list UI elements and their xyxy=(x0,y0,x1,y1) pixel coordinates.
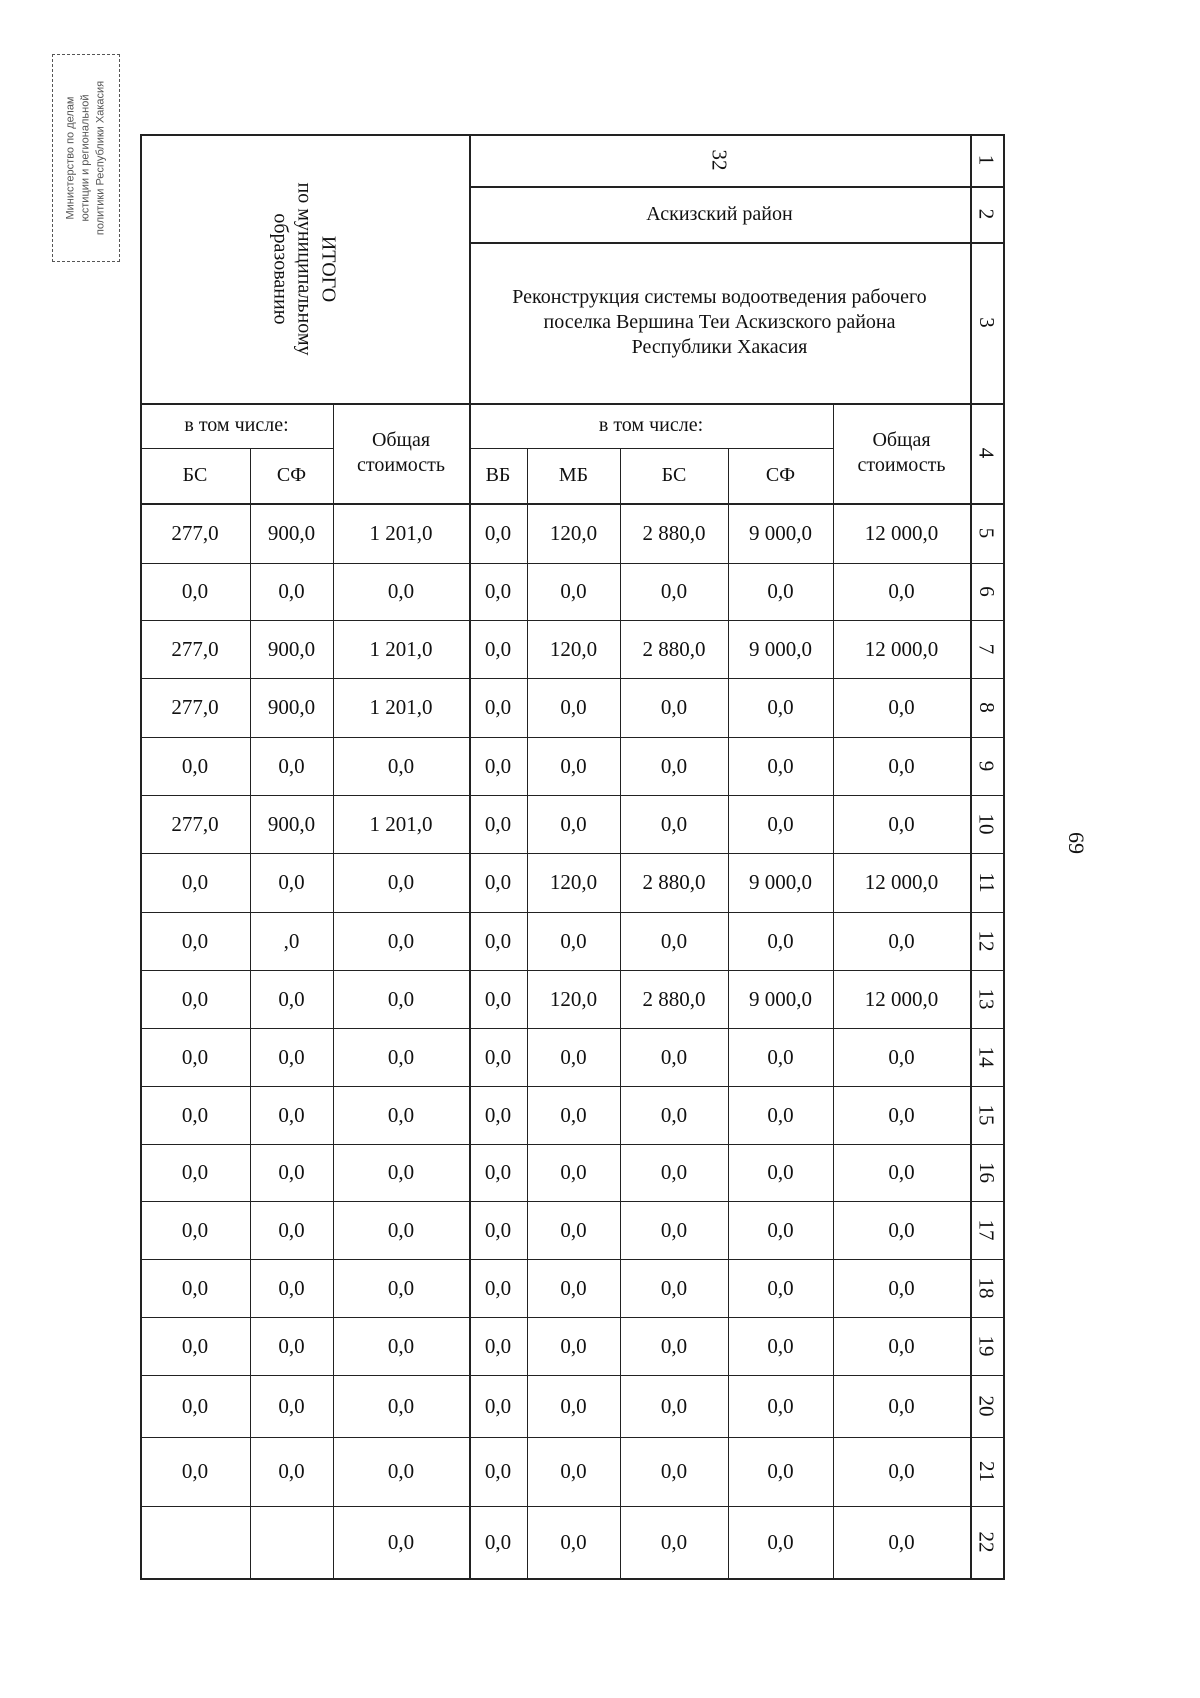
table-cell: 0,0 xyxy=(660,1393,688,1418)
table-cell: 0,0 xyxy=(660,1529,688,1554)
archive-stamp xyxy=(52,54,120,262)
obshaya-line: стоимость xyxy=(857,454,946,476)
table-cell: 0,0 xyxy=(888,1044,915,1069)
table-cell: 0,0 xyxy=(181,1044,209,1069)
col-header-sf: СФ xyxy=(276,464,307,486)
itogo-line: по муниципальному xyxy=(293,181,316,356)
table-cell: 0,0 xyxy=(278,1044,305,1069)
table-cell: 0,0 xyxy=(484,928,512,953)
table-cell: 1 201,0 xyxy=(369,695,433,720)
table-cell: 0,0 xyxy=(484,870,512,895)
column-number: 21 xyxy=(974,1461,999,1482)
table-cell: 0,0 xyxy=(660,1217,688,1242)
table-cell: 0,0 xyxy=(181,1275,209,1300)
table-cell: 0,0 xyxy=(888,579,915,604)
column-number: 17 xyxy=(974,1219,999,1241)
project-title: Реконструкция системы водоотведения рабочего поселка Вершина Теи Аскизского района Республики Хакасия xyxy=(512,286,927,358)
table-cell: 0,0 xyxy=(278,753,305,778)
table-cell: 12 000,0 xyxy=(864,636,939,661)
col-header-total-left xyxy=(333,403,469,503)
table-cell: 0,0 xyxy=(387,870,415,895)
table-cell: 0,0 xyxy=(181,753,209,778)
table-cell: 900,0 xyxy=(267,636,316,661)
table-cell: 0,0 xyxy=(660,1160,688,1185)
table-cell: 9 000,0 xyxy=(749,870,812,895)
table-cell xyxy=(250,1506,333,1578)
table-cell: 0,0 xyxy=(560,1459,587,1484)
page-number: 69 xyxy=(1064,832,1089,854)
table-cell: 0,0 xyxy=(560,1044,587,1069)
table-cell: 0,0 xyxy=(767,1529,794,1554)
table-cell: 12 000,0 xyxy=(864,520,939,545)
column-number: 5 xyxy=(974,527,999,539)
table-cell: 0,0 xyxy=(484,1529,512,1554)
table-cell: 0,0 xyxy=(484,986,512,1011)
table-cell: 9 000,0 xyxy=(749,986,812,1011)
table-cell: 0,0 xyxy=(278,986,305,1011)
table-cell: 0,0 xyxy=(387,928,415,953)
table-cell: 9 000,0 xyxy=(749,520,812,545)
table-cell: 0,0 xyxy=(560,753,587,778)
table-cell: 0,0 xyxy=(660,753,688,778)
table-cell: 0,0 xyxy=(484,753,512,778)
col-header-mb: МБ xyxy=(558,464,589,486)
table-cell: 0,0 xyxy=(888,1529,915,1554)
obshaya-line: стоимость xyxy=(357,454,445,476)
table-cell: 0,0 xyxy=(888,928,915,953)
table-border-bottom xyxy=(140,1578,1003,1580)
table-cell: 0,0 xyxy=(767,1102,794,1127)
table-cell: 0,0 xyxy=(660,1275,688,1300)
table-cell: 0,0 xyxy=(181,1459,209,1484)
table-cell: 900,0 xyxy=(267,520,316,545)
table-cell: 12 000,0 xyxy=(864,986,939,1011)
table-cell: 0,0 xyxy=(484,1102,512,1127)
table-cell: 0,0 xyxy=(767,1160,794,1185)
table-cell: 277,0 xyxy=(171,636,219,661)
table-cell xyxy=(140,1506,250,1578)
table-cell: 0,0 xyxy=(484,1217,512,1242)
table-cell: 900,0 xyxy=(267,811,316,836)
table-cell: 0,0 xyxy=(767,579,794,604)
table-cell: 0,0 xyxy=(278,1275,305,1300)
column-number: 13 xyxy=(974,988,999,1010)
table-cell: 0,0 xyxy=(484,579,512,604)
col-header-sf: СФ xyxy=(765,464,796,486)
table-cell: 0,0 xyxy=(767,1275,794,1300)
table-cell: 0,0 xyxy=(888,1102,915,1127)
table-cell: 1 201,0 xyxy=(369,636,433,661)
table-cell: 0,0 xyxy=(560,1333,587,1358)
table-cell: 0,0 xyxy=(660,695,688,720)
v-tom-chisle-right: в том числе: xyxy=(598,414,704,436)
obshaya-line: Общая xyxy=(872,429,931,451)
table-cell: 0,0 xyxy=(888,1393,915,1418)
table-cell: 0,0 xyxy=(484,811,512,836)
column-number: 22 xyxy=(974,1531,999,1553)
table-cell: 277,0 xyxy=(171,811,219,836)
table-cell: 0,0 xyxy=(660,811,688,836)
column-number: 4 xyxy=(974,447,999,459)
table-cell: 0,0 xyxy=(660,1333,688,1358)
table-cell: 0,0 xyxy=(181,870,209,895)
district-name: Аскизский район xyxy=(646,202,793,225)
table-cell: 277,0 xyxy=(171,520,219,545)
column-number: 1 xyxy=(974,154,999,166)
table-cell: 0,0 xyxy=(278,1459,305,1484)
table-cell: 900,0 xyxy=(267,695,316,720)
table-cell: 0,0 xyxy=(888,811,915,836)
table-cell: 0,0 xyxy=(181,579,209,604)
table-cell: 0,0 xyxy=(560,1102,587,1127)
column-number: 12 xyxy=(974,930,999,952)
col-header-bs: БС xyxy=(182,464,208,486)
table-cell: 0,0 xyxy=(484,1333,512,1358)
table-cell: 0,0 xyxy=(387,986,415,1011)
column-number: 3 xyxy=(974,317,999,328)
table-cell: 0,0 xyxy=(484,1275,512,1300)
itogo-text xyxy=(268,182,340,355)
table-cell: 0,0 xyxy=(560,1217,587,1242)
table-cell: 0,0 xyxy=(767,695,794,720)
table-cell: 1 201,0 xyxy=(369,520,433,545)
table-cell: 0,0 xyxy=(387,1333,415,1358)
table-cell: 0,0 xyxy=(767,1393,794,1418)
table-cell: 0,0 xyxy=(387,1160,415,1185)
column-number: 20 xyxy=(974,1395,999,1417)
table-cell: 0,0 xyxy=(767,753,794,778)
table-cell: 120,0 xyxy=(549,870,598,895)
table-cell: 0,0 xyxy=(484,1044,512,1069)
table-border-right xyxy=(1003,134,1005,1580)
table-cell: 0,0 xyxy=(484,695,512,720)
table-cell: 2 880,0 xyxy=(642,870,706,895)
itogo-line: образованию xyxy=(269,212,292,325)
table-cell: 0,0 xyxy=(387,1275,415,1300)
table-cell: 0,0 xyxy=(767,811,794,836)
header-line xyxy=(970,242,1003,244)
column-number: 18 xyxy=(974,1277,999,1299)
table-cell: 0,0 xyxy=(278,1102,305,1127)
table-cell: 0,0 xyxy=(560,811,587,836)
table-cell: 12 000,0 xyxy=(864,870,939,895)
col-header-bs: БС xyxy=(661,464,687,486)
table-cell: 0,0 xyxy=(181,1102,209,1127)
table-cell: 2 880,0 xyxy=(642,520,706,545)
table-cell: 0,0 xyxy=(888,1160,915,1185)
column-number: 7 xyxy=(974,643,999,655)
table-cell: 0,0 xyxy=(560,695,587,720)
table-cell: 0,0 xyxy=(888,695,915,720)
table-cell: 120,0 xyxy=(549,986,598,1011)
table-cell: 0,0 xyxy=(484,1459,512,1484)
column-number: 8 xyxy=(974,702,999,713)
object-number: 32 xyxy=(707,149,732,171)
table-cell: 0,0 xyxy=(278,1160,305,1185)
table-cell: 0,0 xyxy=(181,928,209,953)
table-cell: 0,0 xyxy=(181,1217,209,1242)
header-line xyxy=(970,186,1003,188)
table-cell: 0,0 xyxy=(767,1333,794,1358)
table-cell: 2 880,0 xyxy=(642,636,706,661)
table-cell: 0,0 xyxy=(560,928,587,953)
table-cell: 0,0 xyxy=(660,1459,688,1484)
table-cell: 120,0 xyxy=(549,636,598,661)
itogo-block xyxy=(140,134,469,403)
column-number: 15 xyxy=(974,1104,999,1126)
table-cell: 0,0 xyxy=(278,870,305,895)
column-number: 16 xyxy=(974,1162,999,1183)
table-cell: 0,0 xyxy=(560,1393,587,1418)
table-cell: 0,0 xyxy=(767,1217,794,1242)
col-header-vb: ВБ xyxy=(485,464,511,486)
table-cell: 0,0 xyxy=(660,579,688,604)
table-cell: 0,0 xyxy=(278,1217,305,1242)
column-number: 11 xyxy=(974,872,999,893)
table-cell: 0,0 xyxy=(181,986,209,1011)
table-cell: 0,0 xyxy=(278,1393,305,1418)
table-cell: 0,0 xyxy=(484,1160,512,1185)
table-cell: 0,0 xyxy=(387,1044,415,1069)
table-cell: 0,0 xyxy=(560,1275,587,1300)
column-number: 9 xyxy=(974,760,999,772)
itogo-line: ИТОГО xyxy=(317,235,340,302)
table-cell: ,0 xyxy=(283,928,300,953)
column-number: 14 xyxy=(974,1046,999,1068)
table-cell: 0,0 xyxy=(560,579,587,604)
column-number: 6 xyxy=(974,586,999,597)
table-cell: 0,0 xyxy=(660,928,688,953)
table-cell: 0,0 xyxy=(484,520,512,545)
table-cell: 0,0 xyxy=(387,1459,415,1484)
table-cell: 0,0 xyxy=(181,1160,209,1185)
table-cell: 0,0 xyxy=(560,1529,587,1554)
table-cell: 0,0 xyxy=(387,1102,415,1127)
table-cell: 0,0 xyxy=(484,1393,512,1418)
table-cell: 0,0 xyxy=(888,1217,915,1242)
table-cell: 0,0 xyxy=(888,1275,915,1300)
table-cell: 0,0 xyxy=(484,636,512,661)
table-cell: 0,0 xyxy=(387,1393,415,1418)
table-cell: 0,0 xyxy=(767,1459,794,1484)
v-tom-chisle-left: в том числе: xyxy=(184,414,289,436)
table-cell: 0,0 xyxy=(278,579,305,604)
table-cell: 2 880,0 xyxy=(642,986,706,1011)
column-number: 10 xyxy=(974,813,999,835)
table-cell: 0,0 xyxy=(888,753,915,778)
table-cell: 120,0 xyxy=(549,520,598,545)
column-number: 19 xyxy=(974,1335,999,1357)
table-cell: 0,0 xyxy=(387,753,415,778)
table-cell: 0,0 xyxy=(767,928,794,953)
table-cell: 0,0 xyxy=(560,1160,587,1185)
table-cell: 0,0 xyxy=(387,1529,415,1554)
table-cell: 0,0 xyxy=(181,1393,209,1418)
table-cell: 0,0 xyxy=(181,1333,209,1358)
table-cell: 0,0 xyxy=(660,1102,688,1127)
table-cell: 0,0 xyxy=(888,1333,915,1358)
table-cell: 0,0 xyxy=(660,1044,688,1069)
table-cell: 9 000,0 xyxy=(749,636,812,661)
table-cell: 0,0 xyxy=(888,1459,915,1484)
table-cell: 1 201,0 xyxy=(369,811,433,836)
table-cell: 0,0 xyxy=(387,579,415,604)
stamp-text: Министерство по делам юстиции и региональной политики Республики Хакасия xyxy=(64,80,107,236)
table-cell: 0,0 xyxy=(278,1333,305,1358)
table-cell: 277,0 xyxy=(171,695,219,720)
column-number: 2 xyxy=(974,208,999,220)
obshaya-line: Общая xyxy=(371,429,431,451)
table-cell: 0,0 xyxy=(767,1044,794,1069)
table-cell: 0,0 xyxy=(387,1217,415,1242)
